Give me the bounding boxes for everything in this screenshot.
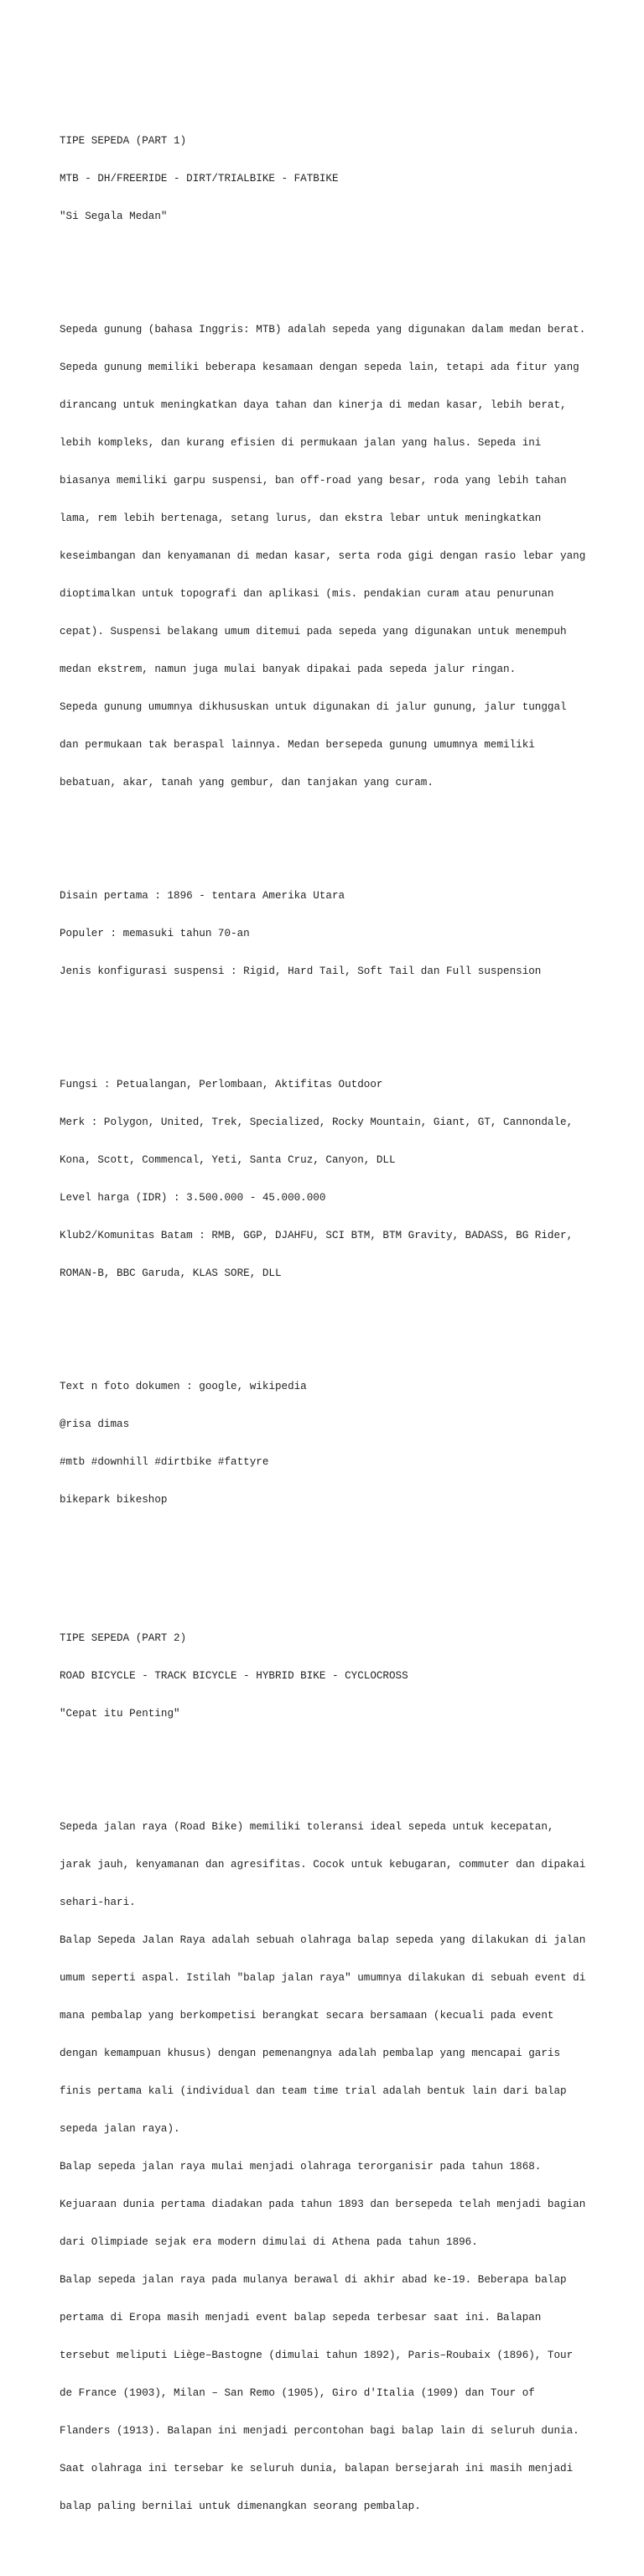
part1-tagline: "Si Segala Medan" bbox=[60, 211, 168, 222]
part1-fact-first-design: Disain pertama : 1896 - tentara Amerika Utara bbox=[60, 890, 345, 902]
part1-facts bbox=[60, 865, 596, 1003]
part2-body-line: umum seperti aspal. Istilah "balap jalan raya" umumnya dilakukan di sebuah event di bbox=[60, 1972, 586, 1984]
part2-body-line: Saat olahraga ini tersebar ke seluruh dunia, balapan bersejarah ini masih menjadi bbox=[60, 2463, 574, 2475]
part1-detail-clubs: Klub2/Komunitas Batam : RMB, GGP, DJAHFU, SCI BTM, BTM Gravity, BADASS, BG Rider, bbox=[60, 1230, 574, 1241]
part1-credit-tags: bikepark bikeshop bbox=[60, 1494, 168, 1506]
document-page bbox=[60, 60, 596, 2576]
part1-detail-price: Level harga (IDR) : 3.500.000 - 45.000.000 bbox=[60, 1192, 326, 1204]
part1-fact-suspension: Jenis konfigurasi suspensi : Rigid, Hard Tail, Soft Tail dan Full suspension bbox=[60, 965, 542, 977]
part2-body-line: Sepeda jalan raya (Road Bike) memiliki toleransi ideal sepeda untuk kecepatan, bbox=[60, 1821, 554, 1833]
part1-body-line: dirancang untuk meningkatkan daya tahan dan kinerja di medan kasar, lebih berat, bbox=[60, 399, 567, 411]
part2-body-line: Balap sepeda jalan raya mulai menjadi olahraga terorganisir pada tahun 1868. bbox=[60, 2161, 542, 2173]
part2-tagline: "Cepat itu Penting" bbox=[60, 1708, 180, 1720]
part1-header bbox=[60, 110, 596, 248]
part1-body-line: lama, rem lebih bertenaga, setang lurus, dan ekstra lebar untuk meningkatkan bbox=[60, 513, 542, 524]
part2-title: TIPE SEPEDA (PART 2) bbox=[60, 1632, 187, 1644]
part1-detail-clubs-cont: ROMAN-B, BBC Garuda, KLAS SORE, DLL bbox=[60, 1267, 282, 1279]
part2-body-line: Balap Sepeda Jalan Raya adalah sebuah olahraga balap sepeda yang dilakukan di jalan bbox=[60, 1934, 586, 1946]
part1-body-line: Sepeda gunung (bahasa Inggris: MTB) adalah sepeda yang digunakan dalam medan berat. bbox=[60, 324, 586, 336]
part1-detail-function: Fungsi : Petualangan, Perlombaan, Aktifitas Outdoor bbox=[60, 1079, 383, 1090]
part1-body-line: lebih kompleks, dan kurang efisien di permukaan jalan yang halus. Sepeda ini bbox=[60, 437, 542, 449]
part2-body-line: dari Olimpiade sejak era modern dimulai di Athena pada tahun 1896. bbox=[60, 2236, 478, 2248]
part1-credit-author: @risa dimas bbox=[60, 1418, 130, 1430]
part1-body-line: medan ekstrem, namun juga mulai banyak dipakai pada sepeda jalur ringan. bbox=[60, 664, 517, 675]
part2-body-line: balap paling bernilai untuk dimenangkan seorang pembalap. bbox=[60, 2501, 421, 2512]
part1-detail-brands: Merk : Polygon, United, Trek, Specialized, Rocky Mountain, Giant, GT, Cannondale, bbox=[60, 1116, 574, 1128]
part2-body-line: Balap sepeda jalan raya pada mulanya berawal di akhir abad ke-19. Beberapa balap bbox=[60, 2274, 567, 2286]
part2-body-line: Flanders (1913). Balapan ini menjadi percontohan bagi balap lain di seluruh dunia. bbox=[60, 2425, 579, 2437]
part1-body-line: Sepeda gunung umumnya dikhususkan untuk digunakan di jalur gunung, jalur tunggal bbox=[60, 701, 567, 713]
part1-credit-hashtags: #mtb #downhill #dirtbike #fattyre bbox=[60, 1456, 269, 1468]
part2-body-line: mana pembalap yang berkompetisi berangkat secara bersamaan (kecuali pada event bbox=[60, 2010, 554, 2022]
part1-body-line: Sepeda gunung memiliki beberapa kesamaan dengan sepeda lain, tetapi ada fitur yang bbox=[60, 362, 579, 373]
part1-title: TIPE SEPEDA (PART 1) bbox=[60, 135, 187, 147]
part2-body-line: dengan kemampuan khusus) dengan pemenangnya adalah pembalap yang mencapai garis bbox=[60, 2048, 561, 2059]
part2-body-line: Kejuaraan dunia pertama diadakan pada tahun 1893 dan bersepeda telah menjadi bagian bbox=[60, 2199, 586, 2210]
part1-categories: MTB - DH/FREERIDE - DIRT/TRIALBIKE - FATBIKE bbox=[60, 173, 339, 185]
part1-body-line: cepat). Suspensi belakang umum ditemui pada sepeda yang digunakan untuk menempuh bbox=[60, 626, 567, 637]
part1-credits bbox=[60, 1356, 596, 1532]
part2-body-line: finis pertama kali (individual dan team time trial adalah bentuk lain dari balap bbox=[60, 2085, 567, 2097]
part2-body-line: de France (1903), Milan – San Remo (1905), Giro d'Italia (1909) dan Tour of bbox=[60, 2387, 535, 2399]
part2-body-line: jarak jauh, kenyamanan dan agresifitas. Cocok untuk kebugaran, commuter dan dipakai bbox=[60, 1859, 586, 1871]
part2-body-line: sepeda jalan raya). bbox=[60, 2123, 180, 2135]
part2-categories: ROAD BICYCLE - TRACK BICYCLE - HYBRID BIKE - CYCLOCROSS bbox=[60, 1670, 408, 1682]
part2-body bbox=[60, 1796, 596, 2538]
part1-body-line: dan permukaan tak beraspal lainnya. Medan bersepeda gunung umumnya memiliki bbox=[60, 739, 535, 751]
part1-body bbox=[60, 299, 596, 814]
part2-body-line: sehari-hari. bbox=[60, 1897, 136, 1908]
part1-fact-popular: Populer : memasuki tahun 70-an bbox=[60, 928, 250, 939]
part1-body-line: dioptimalkan untuk topografi dan aplikasi (mis. pendakian curam atau penurunan bbox=[60, 588, 554, 600]
part1-details bbox=[60, 1054, 596, 1305]
part2-body-line: tersebut meliputi Liège–Bastogne (dimulai tahun 1892), Paris–Roubaix (1896), Tour bbox=[60, 2350, 574, 2361]
part2-header bbox=[60, 1607, 596, 1746]
part1-body-line: keseimbangan dan kenyamanan di medan kasar, serta roda gigi dengan rasio lebar yang bbox=[60, 550, 586, 562]
part1-detail-brands-cont: Kona, Scott, Commencal, Yeti, Santa Cruz, Canyon, DLL bbox=[60, 1154, 396, 1166]
part1-body-line: biasanya memiliki garpu suspensi, ban off-road yang besar, roda yang lebih tahan bbox=[60, 475, 567, 487]
part2-body-line: pertama di Eropa masih menjadi event balap sepeda terbesar saat ini. Balapan bbox=[60, 2312, 542, 2324]
part1-body-line: bebatuan, akar, tanah yang gembur, dan tanjakan yang curam. bbox=[60, 777, 434, 788]
part1-credit-source: Text n foto dokumen : google, wikipedia bbox=[60, 1381, 307, 1392]
